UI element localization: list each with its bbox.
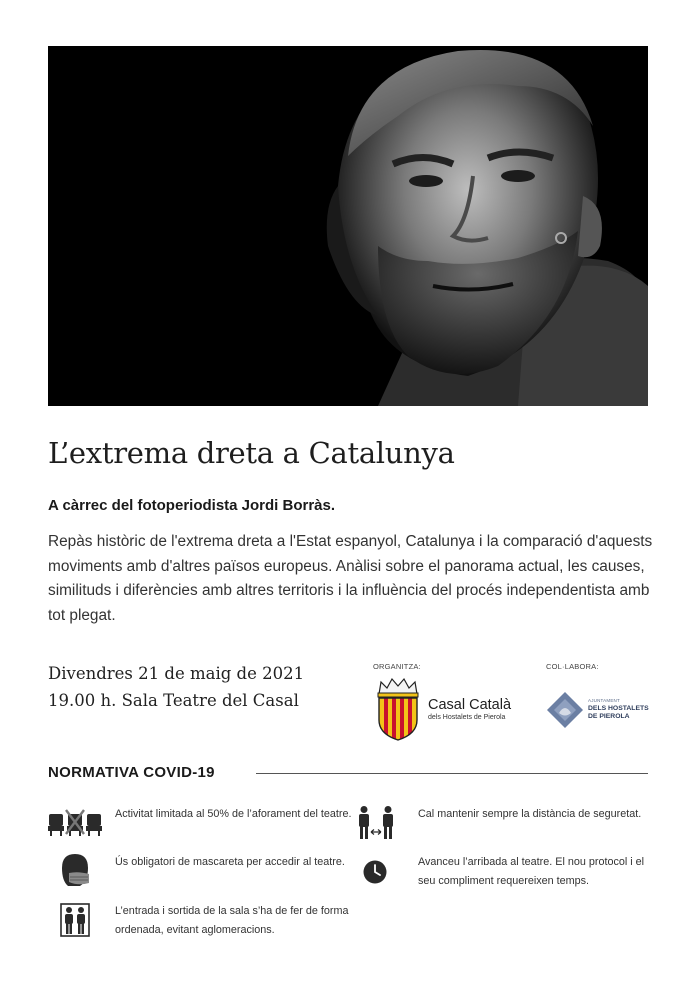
mask-icon [60,853,90,887]
covid-rule-entrance: L’entrada i sortida de la sala s’ha de fer de forma ordenada, evitant aglomeracions. [115,905,349,936]
event-subtitle: A càrrec del fotoperiodista Jordi Borràs. [48,497,336,514]
casal-catala-name: Casal Català [428,697,512,713]
casal-catala-logo-icon [373,676,423,742]
event-datetime [48,660,304,714]
event-time: 19.00 h. Sala Teatre del Casal [48,691,299,710]
entrance-icon [60,903,90,937]
ajuntament-name: DELS HOSTALETS DE PIEROLA [588,705,649,720]
event-date: Divendres 21 de maig de 2021 [48,664,305,683]
ajuntament-emblem-icon [546,691,584,729]
event-description: Repàs històric de l'extrema dreta a l'Estat espanyol, Catalunya i la comparació d'aquests moviments amb d'altres països europeus. Anàlisi sobre el panorama actual, les causes, similituds i diferències amb altres territoris i la influència del procés independentista amb tot plegat. [48,533,653,624]
covid-divider [256,773,648,774]
distance-icon [358,806,394,840]
covid-rule-mask: Ús obligatori de mascareta per accedir al teatre. [115,856,345,868]
covid-rule-capacity: Activitat limitada al 50% de l’aforament del teatre. [115,808,352,820]
organitza-label: ORGANITZA: [373,662,421,671]
clock-icon [363,860,387,884]
portrait-photo [48,46,648,406]
ajuntament-label: AJUNTAMENT [588,698,620,703]
event-title: L’extrema dreta a Catalunya [48,436,455,470]
covid-rule-arrival: Avanceu l’arribada al teatre. El nou protocol i el seu compliment requereixen temps. [418,856,645,887]
covid-heading: NORMATIVA COVID-19 [48,764,215,781]
seats-icon [48,808,102,838]
covid-rule-distance: Cal mantenir sempre la distància de seguretat. [418,808,642,820]
casal-catala-subtitle: dels Hostalets de Pierola [428,714,506,721]
collabora-label: COL·LABORA: [546,662,599,671]
